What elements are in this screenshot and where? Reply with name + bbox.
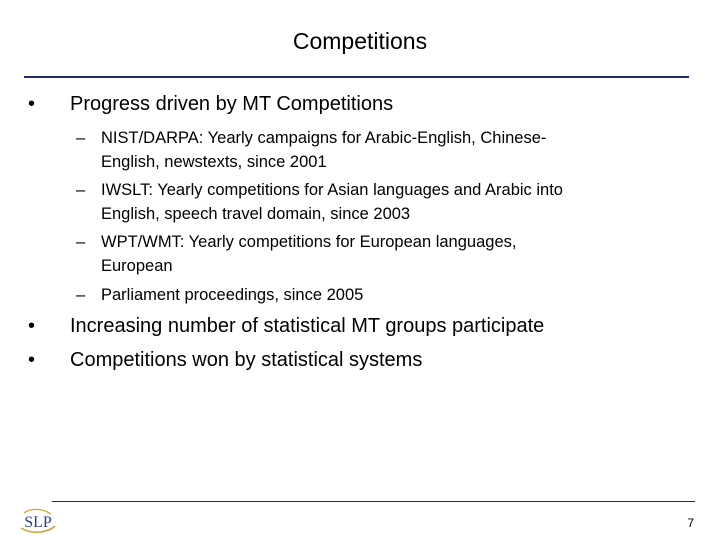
sub-bullet-marker: – — [76, 181, 86, 199]
sub-bullet-text — [101, 230, 516, 278]
sub-bullet-line: Parliament proceedings, since 2005 — [101, 286, 364, 304]
slp-logo — [18, 504, 58, 536]
bullet-marker: • — [28, 315, 36, 337]
sub-bullet-line: WPT/WMT: Yearly competitions for European languages, — [101, 233, 517, 251]
page-number: 7 — [687, 516, 694, 530]
bullet-marker: • — [28, 349, 36, 371]
sub-bullet-text — [101, 126, 546, 174]
bullet-text: Competitions won by statistical systems — [70, 349, 423, 371]
title-divider — [24, 76, 689, 78]
bullet-text: Progress driven by MT Competitions — [70, 93, 394, 115]
sub-bullet-line: IWSLT: Yearly competitions for Asian languages and Arabic into — [101, 181, 563, 199]
sub-bullet-marker: – — [76, 129, 86, 147]
logo-text: SLP — [24, 514, 52, 531]
sub-bullet-marker: – — [76, 233, 86, 251]
sub-bullet-line: European — [101, 257, 173, 275]
sub-bullet-text — [101, 178, 563, 226]
sub-bullet-line: NIST/DARPA: Yearly campaigns for Arabic-English, Chinese- — [101, 129, 547, 147]
slide-title: Competitions — [292, 28, 428, 54]
footer-divider — [52, 501, 695, 502]
sub-bullet-text — [101, 283, 363, 307]
bullet-text: Increasing number of statistical MT groups participate — [70, 315, 545, 337]
bullet-marker: • — [28, 93, 36, 115]
sub-bullet-line: English, speech travel domain, since 2003 — [101, 205, 411, 223]
sub-bullet-marker: – — [76, 286, 86, 304]
sub-bullet-line: English, newstexts, since 2001 — [101, 153, 327, 171]
